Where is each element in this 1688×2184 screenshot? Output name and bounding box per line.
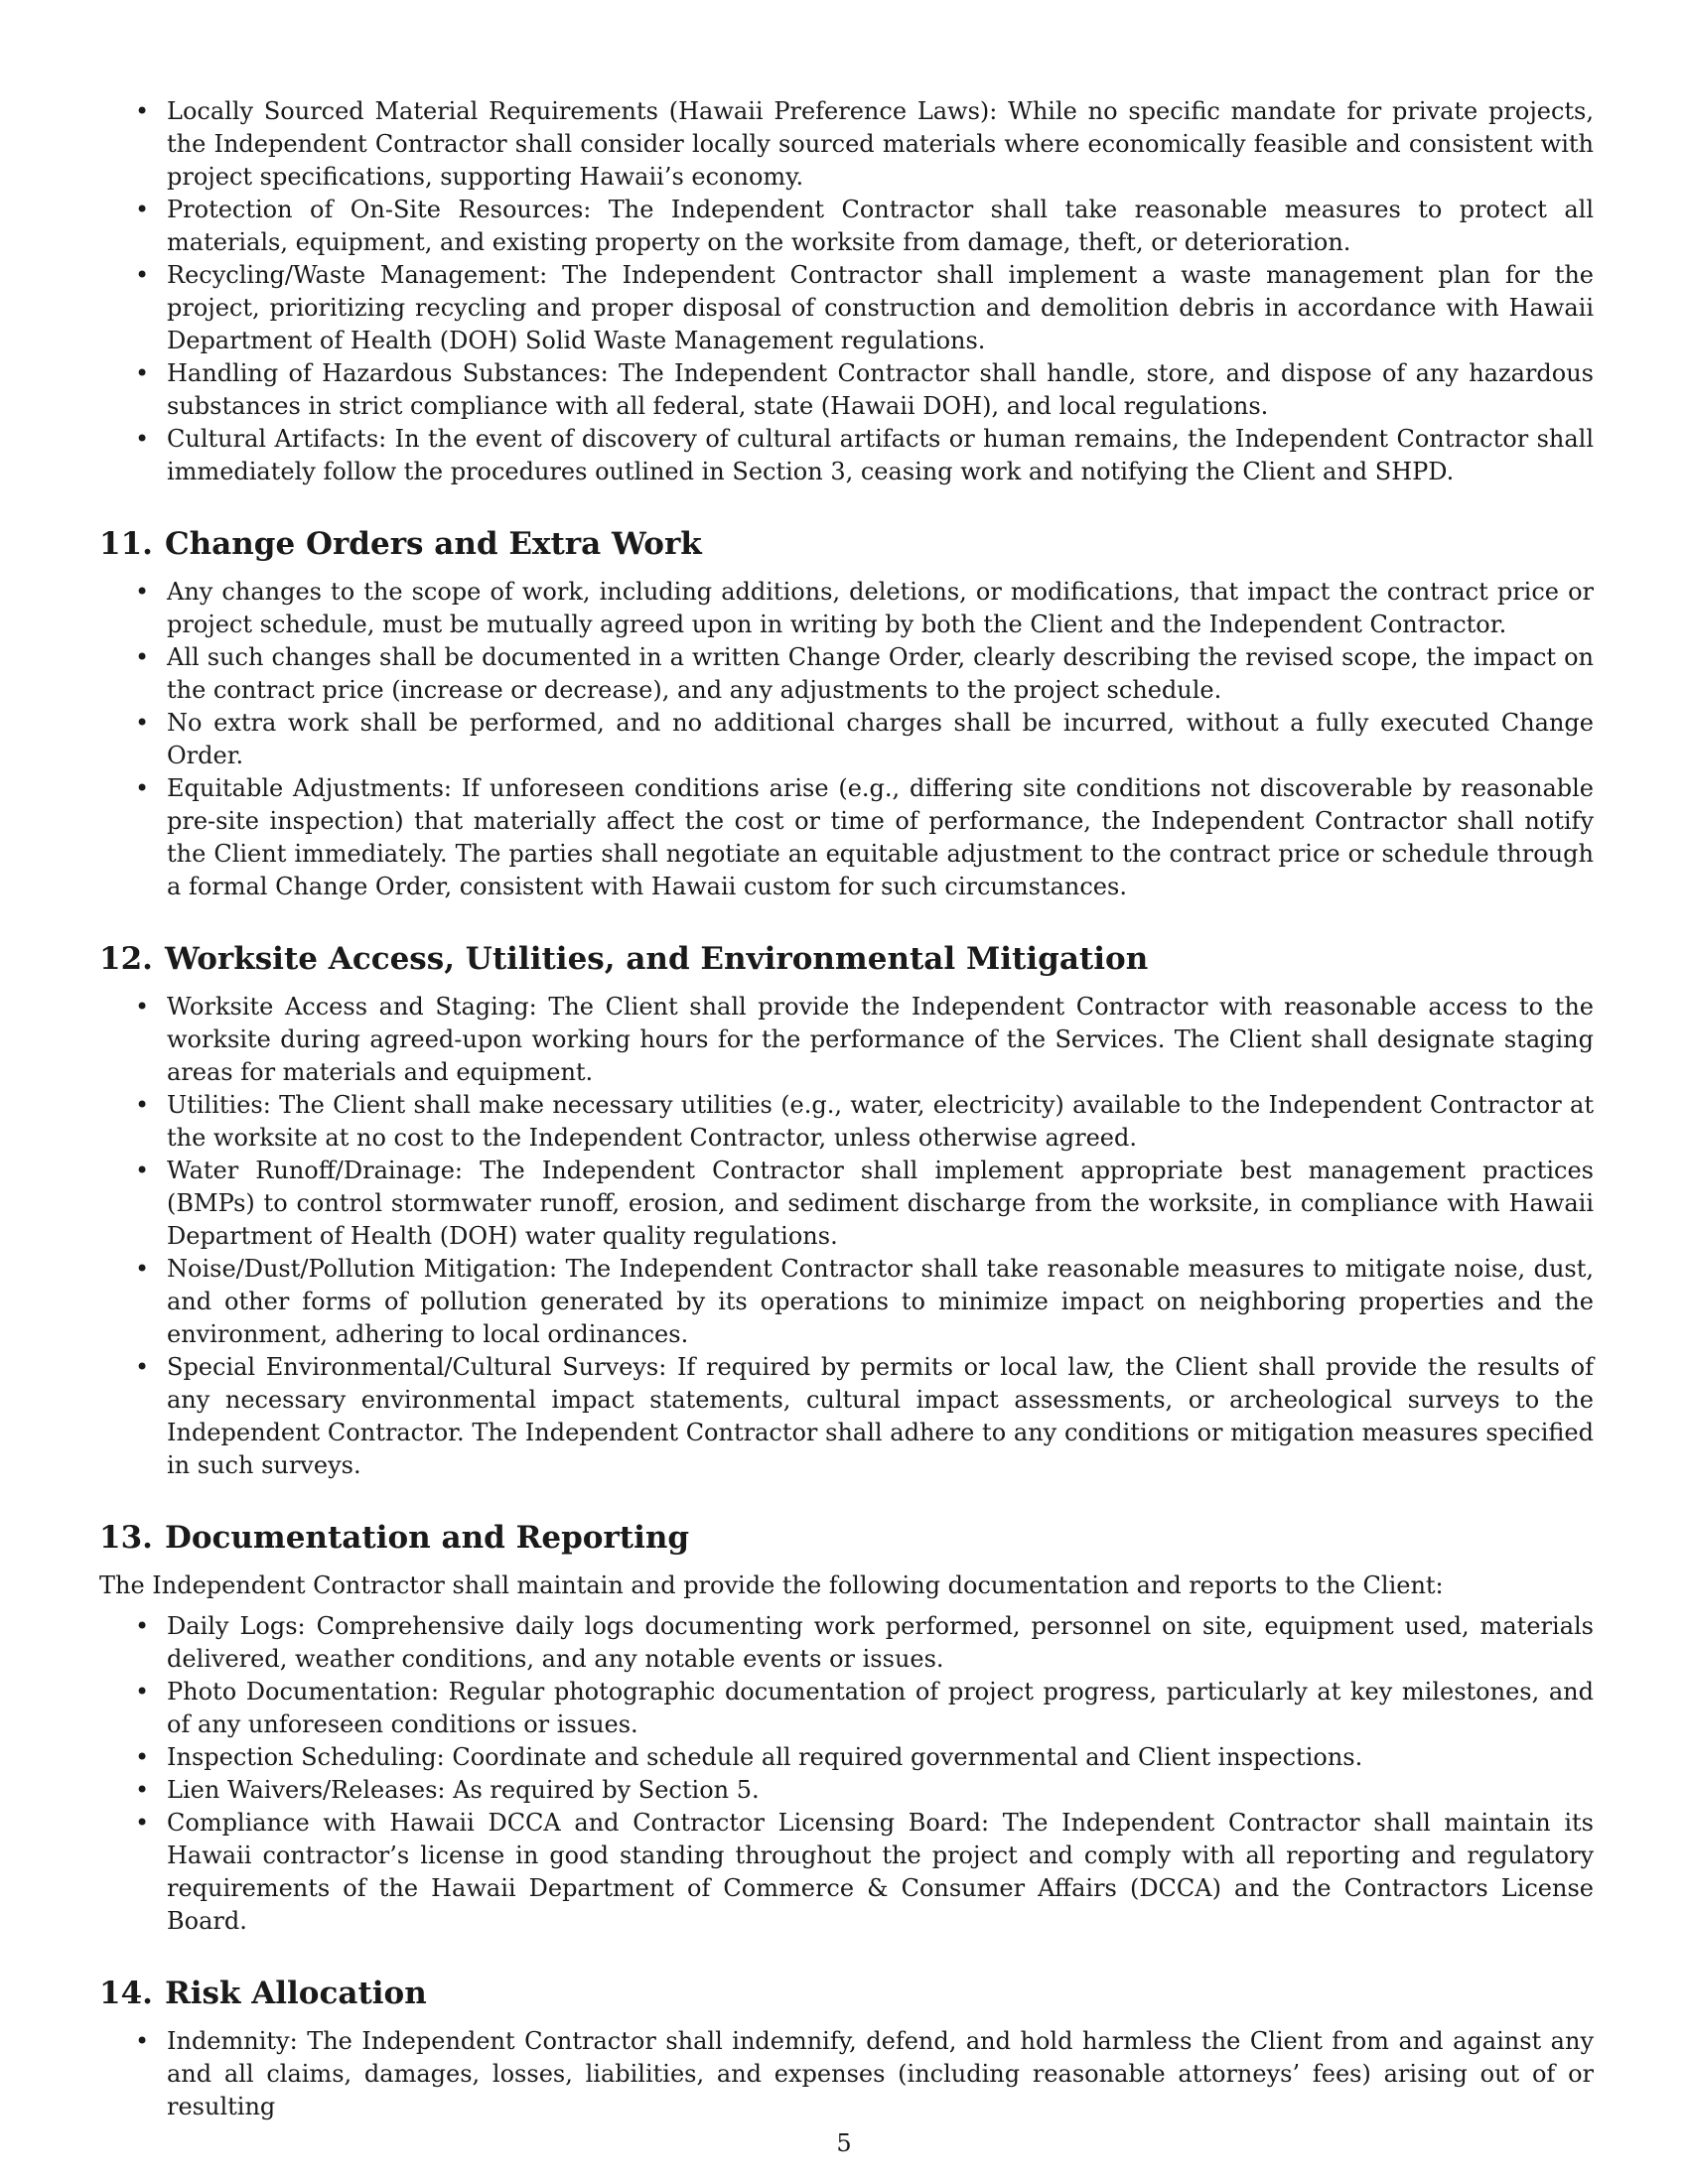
- page-number: 5: [836, 2129, 852, 2157]
- section-title: Documentation and Reporting: [164, 1520, 690, 1556]
- section-number: 13.: [99, 1520, 153, 1556]
- list-item: • Special Environmental/Cultural Surveys: If required by permits or local law, the Client shall provide the results of any necessary environmental impact statements, cultural impact assessments, or archeological surveys to the Independent Contractor. The Independent Contractor shall adhere to any conditions or mitigation measures specified in such surveys.: [99, 1351, 1594, 1482]
- section-heading-risk-allocation: [99, 1974, 1594, 2013]
- list-item: • All such changes shall be documented in a written Change Order, clearly describing the revised scope, the impact on the contract price (increase or decrease), and any adjustments to the project schedule.: [99, 641, 1594, 707]
- documentation-list: [99, 1610, 1594, 1938]
- section-title: Change Orders and Extra Work: [164, 526, 702, 562]
- list-item: • No extra work shall be performed, and no additional charges shall be incurred, without a fully executed Change Order.: [99, 707, 1594, 772]
- list-item: • Equitable Adjustments: If unforeseen conditions arise (e.g., differing site conditions not discoverable by reasonable pre-site inspection) that materially affect the cost or time of performance, the Independent Contractor shall notify the Client immediately. The parties shall negotiate an equitable adjustment to the contract price or schedule through a formal Change Order, consistent with Hawaii custom for such circumstances.: [99, 772, 1594, 903]
- list-item: • Worksite Access and Staging: The Client shall provide the Independent Contractor with reasonable access to the worksite during agreed-upon working hours for the performance of the Services. The Client shall designate staging areas for materials and equipment.: [99, 991, 1594, 1089]
- list-item: • Recycling/Waste Management: The Independent Contractor shall implement a waste management plan for the project, prioritizing recycling and proper disposal of construction and demolition debris in accordance with Hawaii Department of Health (DOH) Solid Waste Management regulations.: [99, 259, 1594, 357]
- section-number: 12.: [99, 941, 153, 977]
- section-number: 14.: [99, 1976, 153, 2011]
- list-item: • Noise/Dust/Pollution Mitigation: The Independent Contractor shall take reasonable measures to mitigate noise, dust, and other forms of pollution generated by its operations to minimize impact on neighboring properties and the environment, adhering to local ordinances.: [99, 1253, 1594, 1351]
- document-page: [99, 95, 1594, 2123]
- carryover-bullet-list: [99, 95, 1594, 488]
- section-heading-worksite-access: [99, 939, 1594, 979]
- list-item: • Protection of On-Site Resources: The Independent Contractor shall take reasonable measures to protect all materials, equipment, and existing property on the worksite from damage, theft, or deterioration.: [99, 194, 1594, 259]
- list-item: • Photo Documentation: Regular photographic documentation of project progress, particularly at key milestones, and of any unforeseen conditions or issues.: [99, 1676, 1594, 1741]
- section-intro: The Independent Contractor shall maintain and provide the following documentation and reports to the Client:: [99, 1571, 1444, 1599]
- section-number: 11.: [99, 526, 153, 562]
- list-item: • Locally Sourced Material Requirements (Hawaii Preference Laws): While no specific mandate for private projects, the Independent Contractor shall consider locally sourced materials where economically feasible and consistent with project specifications, supporting Hawaii’s economy.: [99, 95, 1594, 194]
- list-item: • Handling of Hazardous Substances: The Independent Contractor shall handle, store, and dispose of any hazardous substances in strict compliance with all federal, state (Hawaii DOH), and local regulations.: [99, 357, 1594, 423]
- section-title: Risk Allocation: [164, 1976, 427, 2011]
- list-item: • Cultural Artifacts: In the event of discovery of cultural artifacts or human remains, the Independent Contractor shall immediately follow the procedures outlined in Section 3, ceasing work and notifying the Client and SHPD.: [99, 423, 1594, 488]
- section-heading-change-orders: [99, 524, 1594, 564]
- list-item: • Utilities: The Client shall make necessary utilities (e.g., water, electricity) available to the Independent Contractor at the worksite at no cost to the Independent Contractor, unless otherwise agreed.: [99, 1089, 1594, 1155]
- section-heading-documentation: [99, 1518, 1594, 1558]
- list-item: • Any changes to the scope of work, including additions, deletions, or modifications, that impact the contract price or project schedule, must be mutually agreed upon in writing by both the Client and the Independent Contractor.: [99, 576, 1594, 641]
- risk-allocation-list: [99, 2025, 1594, 2123]
- list-item: • Water Runoff/Drainage: The Independent Contractor shall implement appropriate best management practices (BMPs) to control stormwater runoff, erosion, and sediment discharge from the worksite, in compliance with Hawaii Department of Health (DOH) water quality regulations.: [99, 1155, 1594, 1253]
- section-title: Worksite Access, Utilities, and Environmental Mitigation: [164, 941, 1149, 977]
- list-item: • Indemnity: The Independent Contractor shall indemnify, defend, and hold harmless the Client from and against any and all claims, damages, losses, liabilities, and expenses (including reasonable attorneys’ fees) arising out of or resulting: [99, 2025, 1594, 2123]
- list-item: • Daily Logs: Comprehensive daily logs documenting work performed, personnel on site, equipment used, materials delivered, weather conditions, and any notable events or issues.: [99, 1610, 1594, 1676]
- change-orders-list: [99, 576, 1594, 903]
- list-item: • Lien Waivers/Releases: As required by Section 5.: [99, 1774, 1594, 1807]
- worksite-access-list: [99, 991, 1594, 1482]
- list-item: • Inspection Scheduling: Coordinate and schedule all required governmental and Client inspections.: [99, 1741, 1594, 1774]
- list-item: • Compliance with Hawaii DCCA and Contractor Licensing Board: The Independent Contractor shall maintain its Hawaii contractor’s license in good standing throughout the project and comply with all reporting and regulatory requirements of the Hawaii Department of Commerce & Consumer Affairs (DCCA) and the Contractors License Board.: [99, 1807, 1594, 1938]
